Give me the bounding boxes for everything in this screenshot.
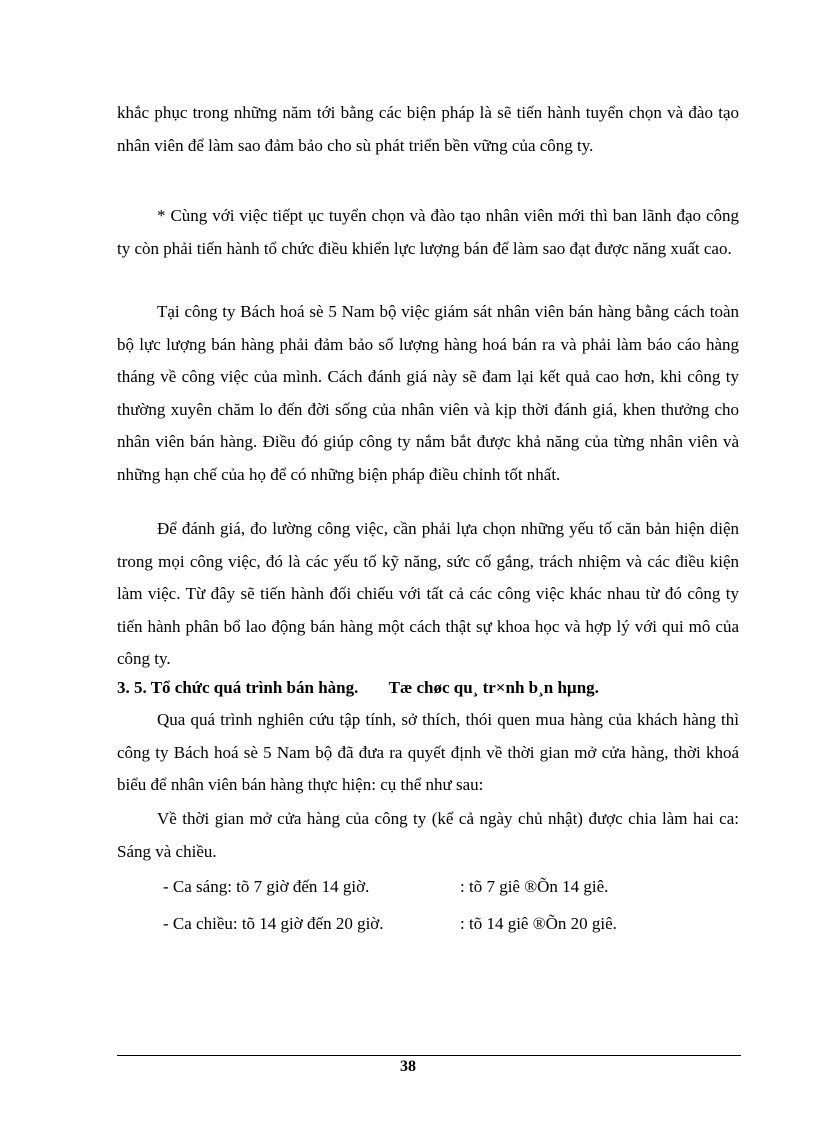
section-heading [117,674,739,702]
footer-divider [117,1055,741,1056]
shift-morning-garbled: : tõ 7 giê ®Õn 14 giê. [460,877,609,896]
paragraph-research: Qua quá trình nghiên cứu tập tính, sở thích, thói quen mua hàng của khách hàng thì công ty Bách hoá sè 5 Nam bộ đã đưa ra quyết định về thời gian mở cửa hàng, thời khoá biểu để nhân viên bán hàng thực hiện: cụ thể như sau: [117,710,739,794]
paragraph-staff-management: * Cùng với việc tiếpt ục tuyển chọn và đào tạo nhân viên mới thì ban lãnh đạo công ty còn phải tiến hành tổ chức điều khiển lực lượng bán để làm sao đạt được năng xuất cao. [117,206,739,258]
shift-afternoon-garbled: : tõ 14 giê ®Õn 20 giê. [460,914,617,933]
paragraph-opening-hours: Về thời gian mở cửa hàng của công ty (kể cả ngày chủ nhật) được chia làm hai ca: Sáng và chiều. [117,809,739,861]
paragraph-continuation: khắc phục trong những năm tới bằng các biện pháp là sẽ tiến hành tuyển chọn và đào tạo nhân viên để làm sao đảm bảo cho sù phát triển bền vững của công ty. [117,103,739,155]
section-title-garbled: Tæ chøc qu¸ tr×nh b¸n hµng. [388,678,599,697]
page-number: 38 [400,1058,416,1075]
shift-afternoon-label: - Ca chiều: tõ 14 giờ đến 20 giờ. [163,914,384,933]
shift-morning-label: - Ca sáng: tõ 7 giờ đến 14 giờ. [163,877,370,896]
section-number: 3. 5. [117,678,147,697]
paragraph-evaluation: Để đánh giá, đo lường công việc, cần phải lựa chọn những yếu tố căn bản hiện diện trong mọi công việc, đó là các yếu tố kỹ năng, sức cố gắng, trách nhiệm và các điều kiện làm việc. Từ đây sẽ tiến hành đối chiếu với tất cả các công việc khác nhau từ đó công ty tiến hành phân bổ lao động bán hàng một cách thật sự khoa học và hợp lý với qui mô của công ty. [117,519,739,668]
paragraph-supervision: Tại công ty Bách hoá sè 5 Nam bộ việc giám sát nhân viên bán hàng bằng cách toàn bộ lực lượng bán hàng phải đảm bảo số lượng hàng hoá bán ra và phải làm báo cáo hàng tháng về công việc của mình. Cách đánh giá này sẽ đam lại kết quả cao hơn, khi công ty thường xuyên chăm lo đến đời sống của nhân viên và kịp thời đánh giá, khen thưởng cho nhân viên bán hàng. Điều đó giúp công ty nắm bắt được khả năng của từng nhân viên và những hạn chế của họ để có những biện pháp điều chỉnh tốt nhất. [117,302,739,484]
section-title: Tổ chức quá trình bán hàng. [150,678,359,697]
